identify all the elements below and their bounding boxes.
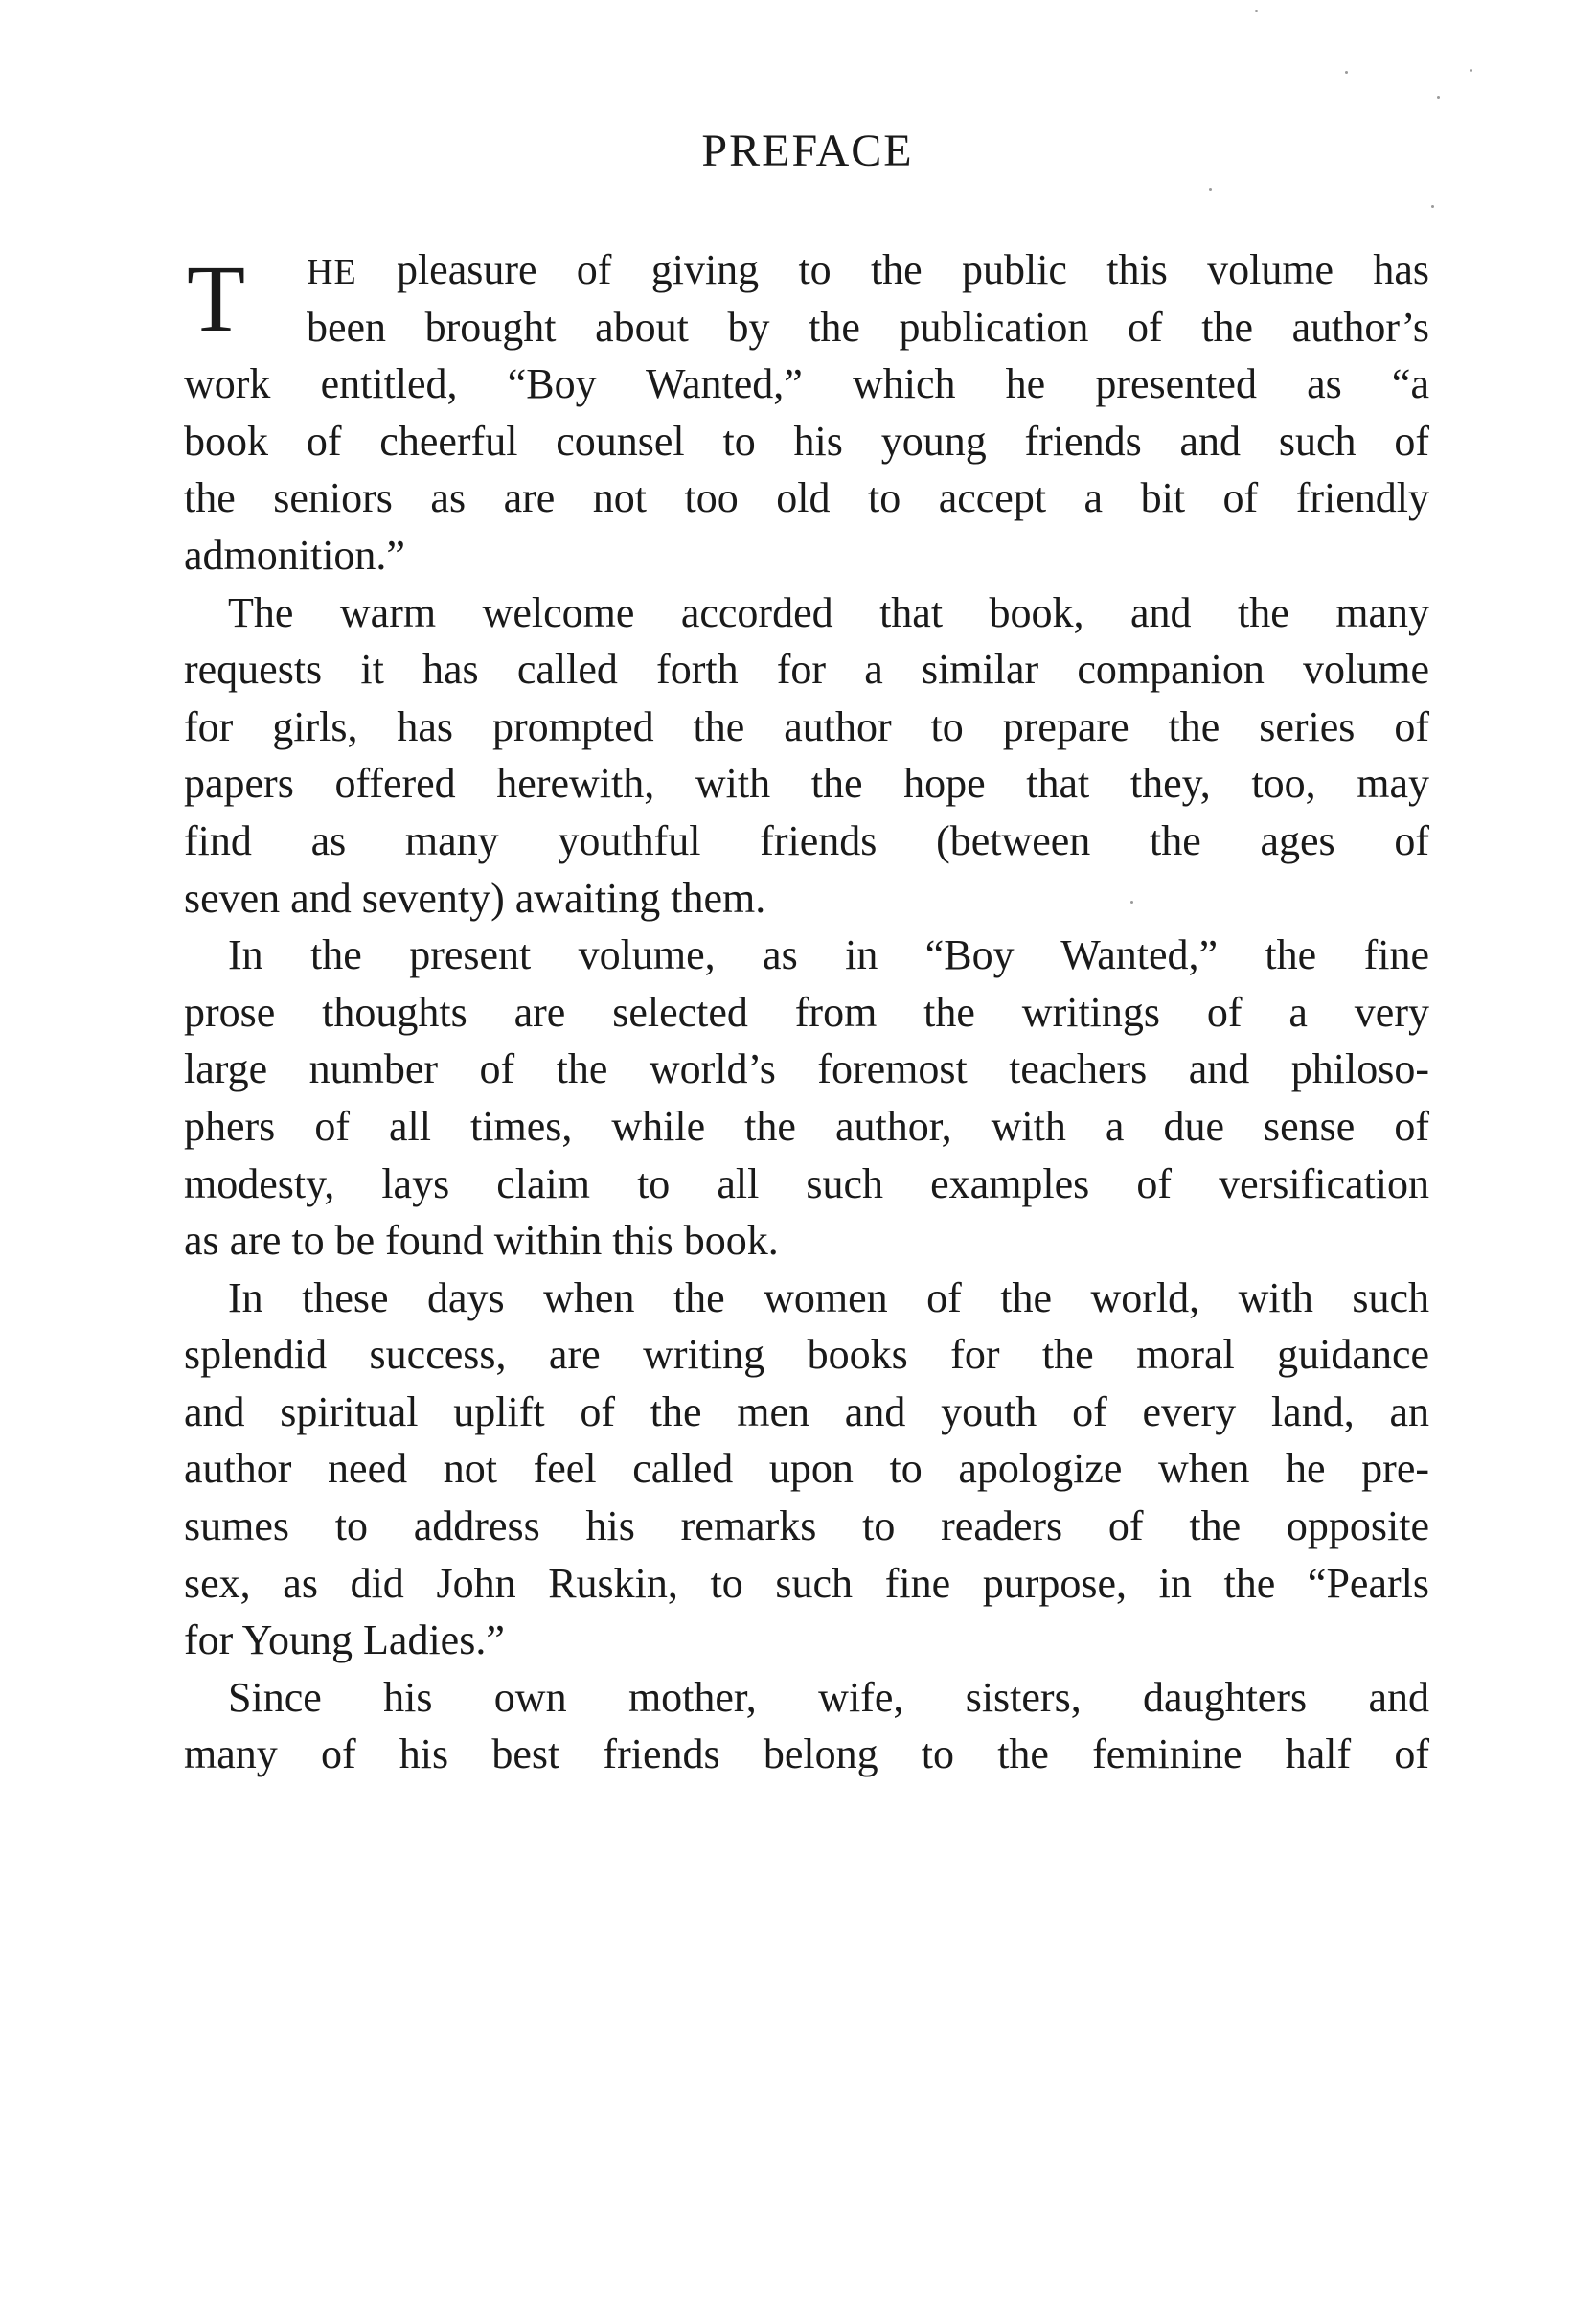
text-line: Since his own mother, wife, sisters, daughters and xyxy=(228,1673,1429,1721)
scan-speck xyxy=(1209,188,1212,191)
text-line: find as many youthful friends (between the ages of xyxy=(184,816,1429,864)
text-line: modesty, lays claim to all such examples of versification xyxy=(184,1159,1429,1207)
text-line: In the present volume, as in “Boy Wanted,” the fine xyxy=(228,931,1429,979)
text-line: book of cheerful counsel to his young friends and such of xyxy=(184,417,1429,465)
text-line: seven and seventy) awaiting them. xyxy=(184,874,766,922)
page-title: PREFACE xyxy=(701,126,914,176)
text-line: author need not feel called upon to apologize when he pre- xyxy=(184,1445,1429,1493)
text-line: as are to be found within this book. xyxy=(184,1217,779,1265)
text-line: sex, as did John Ruskin, to such fine purpose, in the “Pearls xyxy=(184,1559,1429,1607)
text-line: phers of all times, while the author, with a due sense of xyxy=(184,1102,1429,1150)
text-line: The warm welcome accorded that book, and the many xyxy=(228,588,1429,636)
text-line: prose thoughts are selected from the writings of a very xyxy=(184,988,1429,1036)
scan-speck xyxy=(1345,71,1348,74)
scan-speck xyxy=(1255,10,1258,12)
text-line: many of his best friends belong to the feminine half of xyxy=(184,1730,1429,1778)
scan-speck xyxy=(1130,901,1133,904)
text-line: requests it has called forth for a similar companion volume xyxy=(184,646,1429,694)
text-line: In these days when the women of the world, with such xyxy=(228,1273,1429,1321)
scan-speck xyxy=(1431,205,1434,208)
scan-speck xyxy=(1470,69,1472,72)
text-line: been brought about by the publication of the author’s xyxy=(307,303,1429,351)
text-line: work entitled, “Boy Wanted,” which he presented as “a xyxy=(184,360,1429,408)
small-caps-word: HE xyxy=(307,252,357,292)
text-line: sumes to address his remarks to readers of the opposite xyxy=(184,1502,1429,1550)
text-line: large number of the world’s foremost teachers and philoso- xyxy=(184,1045,1429,1093)
text-line: the seniors as are not too old to accept a bit of friendly xyxy=(184,474,1429,522)
preface-body xyxy=(184,241,1429,1783)
drop-cap-letter: T xyxy=(187,251,246,347)
text-line: splendid success, are writing books for the moral guidance xyxy=(184,1331,1429,1379)
scan-speck xyxy=(1437,96,1440,99)
text-line: for girls, has prompted the author to prepare the series of xyxy=(184,702,1429,750)
text-line: admonition.” xyxy=(184,531,405,579)
first-line-text: pleasure of giving to the public this volume has xyxy=(396,246,1429,293)
text-line xyxy=(184,241,1429,299)
text-line: for Young Ladies.” xyxy=(184,1616,505,1664)
text-line: papers offered herewith, with the hope that they, too, may xyxy=(184,760,1429,808)
text-line: and spiritual uplift of the men and youth of every land, an xyxy=(184,1387,1429,1435)
